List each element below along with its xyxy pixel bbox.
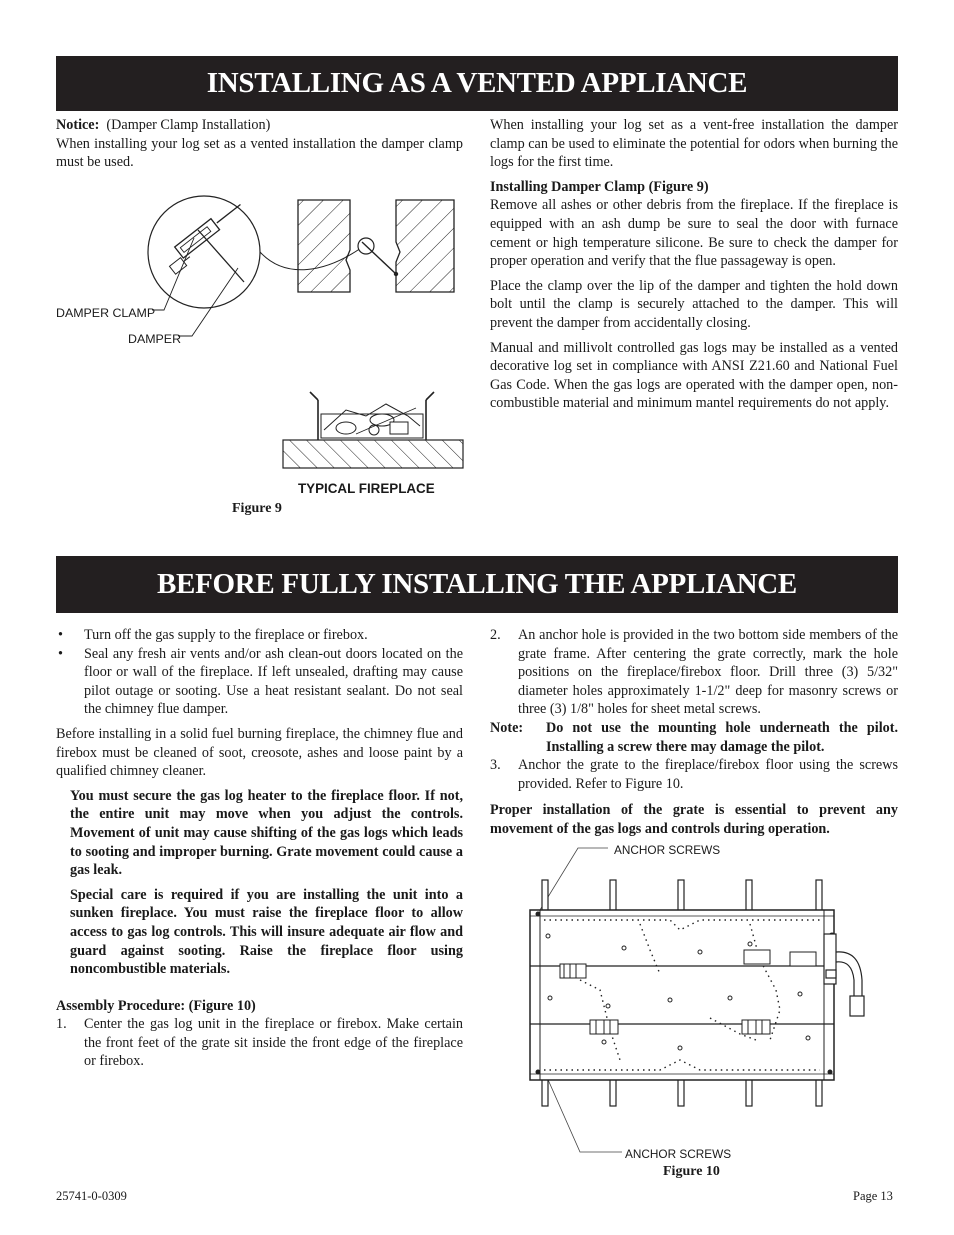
pilot-note: [490, 719, 898, 756]
bullet-icon: •: [58, 645, 63, 662]
section-banner-before-installing: [56, 556, 898, 613]
right-column-instructions: [490, 626, 898, 845]
bullet-item: • Turn off the gas supply to the fireplace or firebox.: [58, 627, 368, 643]
section-banner-vented: [56, 56, 898, 111]
hearth-floor: [283, 440, 463, 468]
grate-frame: [530, 910, 834, 1080]
step-item: 2. An anchor hole is provided in the two bottom side members of the grate frame. After centering the grate correctly, mark the hole positions on the fireplace/firebox floor. Drill three (3) 5/32" diameter holes approximately 1-1/2" deep for masonry screws or three (3) 1/8" holes for sheet metal screws.: [490, 627, 898, 718]
vent-free-intro: When installing your log set as a vent-free installation the damper clamp can be used to eliminate the potential for odors when burning the logs for the first time.: [490, 117, 898, 171]
document-number: 25741-0-0309: [56, 1189, 127, 1203]
clamp-paragraph-1: Remove all ashes or other debris from the fireplace. If the fireplace is equipped with an ash dump be sure to seal the door with furnace cement or high temperature silicone. Be sure to check the damper for proper operation and verify that the flue passageway is open.: [490, 197, 898, 270]
section-title: BEFORE FULLY INSTALLING THE APPLIANCE: [157, 568, 797, 600]
notice-title: (Damper Clamp Installation): [106, 117, 271, 133]
warning-sunken-fireplace: Special care is required if you are installing the unit into a sunken fireplace. You must raise the fireplace floor to allow access to gas log controls. This will insure adequate air flow and guard against sooting. Raise the fireplace floor using noncombustible materials.: [70, 886, 463, 978]
notice-text: When installing your log set as a vented installation the damper clamp must be used.: [56, 135, 463, 171]
label-damper-clamp: DAMPER CLAMP: [56, 306, 156, 320]
left-column-instructions: [56, 626, 463, 1071]
notice-label: Notice:: [56, 117, 100, 133]
log-grate: [310, 392, 434, 440]
assembly-steps: [56, 1015, 463, 1071]
clamp-paragraph-3: Manual and millivolt controlled gas logs may be installed as a vented decorative log set in compliance with ANSI Z21.60 and National Fuel Gas Code. When the gas logs are operated with the damper open, non-combustible material and minimum mantel requirements do not apply.: [490, 339, 898, 412]
assembly-steps-continued: [490, 626, 898, 719]
assembly-steps-final: [490, 756, 898, 793]
clamp-heading: Installing Damper Clamp (Figure 9): [490, 178, 709, 195]
label-anchor-screws-top: ANCHOR SCREWS: [614, 843, 721, 857]
figure-9-illustration: [56, 190, 476, 500]
bullet-icon: •: [58, 627, 63, 643]
right-chimney-wall: [396, 200, 454, 292]
page-number: Page 13: [853, 1189, 893, 1203]
note-label: Note:: [490, 719, 524, 736]
left-chimney-wall: [298, 200, 350, 292]
solid-fuel-paragraph: Before installing in a solid fuel burning fireplace, the chimney flue and firebox must be cleaned of soot, creosote, ashes and loose paint by a qualified chimney cleaner.: [56, 725, 463, 780]
preparation-bullets: [56, 626, 463, 719]
bullet-item: • Seal any fresh air vents and/or ash clean-out doors located on the floor or wall of the fireplace. If left unsealed, drafting may cause pilot outage or sooting. Use a heat resistant sealant. Do not seal the chimney flue damper.: [58, 645, 463, 718]
proper-installation-note: Proper installation of the grate is essential to prevent any movement of the gas logs and controls during operation.: [490, 802, 898, 837]
clamp-paragraph-2: Place the clamp over the lip of the damper and tighten the hold down bolt until the clamp is securely attached to the damper. This will prevent the damper from accidentally closing.: [490, 277, 898, 331]
note-text: Do not use the mounting hole underneath the pilot. Installing a screw there may damage the pilot.: [546, 719, 898, 755]
label-anchor-screws-bottom: ANCHOR SCREWS: [625, 1147, 732, 1161]
assembly-heading: Assembly Procedure: (Figure 10): [56, 997, 256, 1014]
label-typical-fireplace: TYPICAL FIREPLACE: [298, 481, 435, 496]
warning-secure-heater: You must secure the gas log heater to the fireplace floor. If not, the entire unit may move when you adjust the controls. Movement of unit may cause shifting of the gas logs which leads to sooting and improper burning. Grate movement could cause a gas leak.: [70, 787, 463, 879]
figure-9-caption: Figure 9: [232, 501, 282, 516]
damper-plate: [362, 242, 396, 274]
step-item: 3. Anchor the grate to the fireplace/firebox floor using the screws provided. Refer to Figure 10.: [490, 757, 898, 792]
notice-block: [56, 116, 463, 178]
section-title: INSTALLING AS A VENTED APPLIANCE: [206, 67, 748, 99]
figure-10-caption: Figure 10: [663, 1164, 720, 1179]
label-damper: DAMPER: [128, 332, 182, 346]
figure-10-grate-top-view: [520, 840, 880, 1150]
damper-clamp-text: [490, 116, 898, 419]
step-item: 1. Center the gas log unit in the fireplace or firebox. Make certain the front feet of the grate sit inside the front edge of the fireplace or firebox.: [56, 1016, 463, 1070]
detail-magnifier: [148, 196, 260, 308]
